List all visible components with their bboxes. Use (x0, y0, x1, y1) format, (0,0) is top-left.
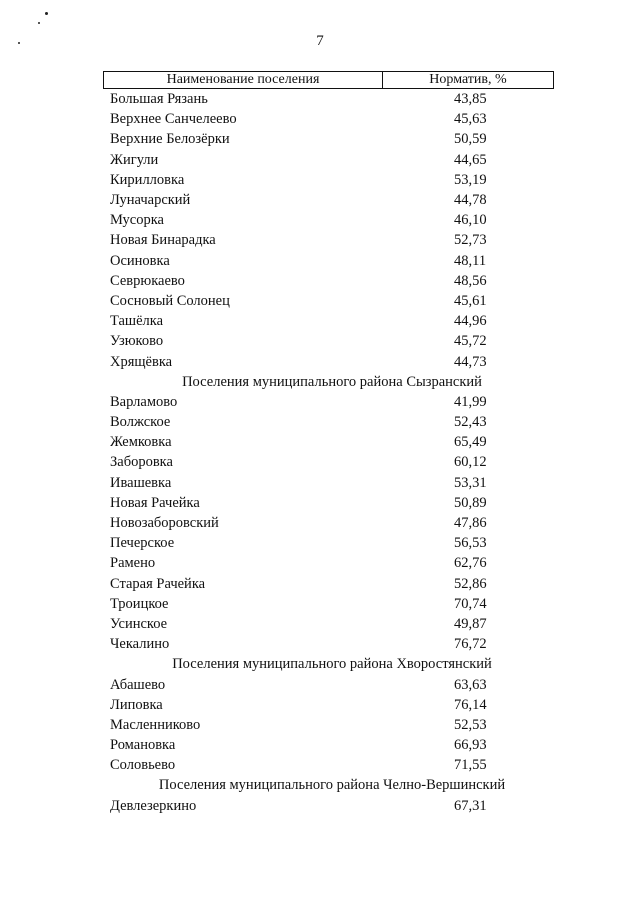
settlement-name: Луначарский (110, 192, 191, 209)
scan-speck (38, 22, 40, 24)
header-settlement-name: Наименование поселения (104, 72, 383, 88)
section-heading: Поселения муниципального района Сызранский (182, 373, 482, 390)
settlement-name: Узюково (110, 333, 164, 350)
settlement-name: Масленниково (110, 716, 201, 733)
norm-value: 43,85 (454, 91, 487, 108)
norm-value: 53,31 (454, 474, 487, 491)
section-heading: Поселения муниципального района Хворостянский (172, 656, 492, 673)
norm-value: 52,73 (454, 232, 487, 249)
table-row (110, 271, 554, 291)
settlement-name: Осиновка (110, 252, 170, 269)
settlement-name: Верхние Белозёрки (110, 131, 230, 148)
settlement-name: Ивашевка (110, 474, 172, 491)
table-row (110, 311, 554, 331)
norm-value: 47,86 (454, 515, 487, 532)
table-row (110, 452, 554, 472)
table-row (110, 513, 554, 533)
settlement-name: Печерское (110, 535, 175, 552)
norm-value: 66,93 (454, 737, 487, 754)
settlement-name: Жемковка (110, 434, 172, 451)
settlement-name: Рамено (110, 555, 156, 572)
settlement-name: Чекалино (110, 636, 170, 653)
norm-value: 45,72 (454, 333, 487, 350)
norm-value: 44,78 (454, 192, 487, 209)
table-row (110, 150, 554, 170)
settlement-name: Сосновый Солонец (110, 292, 230, 309)
norm-value: 45,61 (454, 292, 487, 309)
norm-value: 48,11 (454, 252, 487, 269)
settlement-name: Большая Рязань (110, 91, 208, 108)
settlement-name: Варламово (110, 393, 178, 410)
norm-value: 52,43 (454, 414, 487, 431)
scan-speck (45, 12, 48, 15)
table-row (110, 674, 554, 694)
settlement-name: Девлезеркино (110, 797, 197, 814)
norm-value: 50,59 (454, 131, 487, 148)
norm-value: 45,63 (454, 111, 487, 128)
norm-value: 76,14 (454, 696, 487, 713)
settlement-name: Липовка (110, 696, 163, 713)
norm-value: 44,96 (454, 313, 487, 330)
settlement-name: Новая Рачейка (110, 494, 200, 511)
settlement-name: Севрюкаево (110, 272, 185, 289)
settlement-name: Верхнее Санчелеево (110, 111, 237, 128)
settlement-name: Хрящёвка (110, 353, 173, 370)
table-row (110, 735, 554, 755)
table-row (110, 331, 554, 351)
norm-value: 53,19 (454, 171, 487, 188)
table-row (110, 493, 554, 513)
table-header (103, 71, 554, 89)
norm-value: 76,72 (454, 636, 487, 653)
table-row (110, 533, 554, 553)
table-row (110, 89, 554, 109)
table-row (110, 574, 554, 594)
norm-value: 65,49 (454, 434, 487, 451)
norm-value: 52,53 (454, 716, 487, 733)
page-number: 7 (316, 33, 324, 49)
table-row (110, 432, 554, 452)
table-row (110, 170, 554, 190)
norm-value: 41,99 (454, 393, 487, 410)
table-body (110, 89, 554, 816)
norm-value: 60,12 (454, 454, 487, 471)
table-row (110, 634, 554, 654)
norm-value: 44,73 (454, 353, 487, 370)
table-row (110, 695, 554, 715)
settlement-name: Новая Бинарадка (110, 232, 216, 249)
table-row (110, 291, 554, 311)
norm-value: 56,53 (454, 535, 487, 552)
table-row (110, 392, 554, 412)
norm-value: 62,76 (454, 555, 487, 572)
table-row (110, 210, 554, 230)
table-row (110, 614, 554, 634)
norm-value: 63,63 (454, 676, 487, 693)
table-row (110, 129, 554, 149)
table-row (110, 351, 554, 371)
norm-value: 49,87 (454, 615, 487, 632)
table-row (110, 715, 554, 735)
norm-value: 67,31 (454, 797, 487, 814)
settlement-name: Соловьево (110, 757, 176, 774)
table-row (110, 796, 554, 816)
settlement-name: Жигули (110, 151, 159, 168)
table-row (110, 594, 554, 614)
norm-value: 52,86 (454, 575, 487, 592)
table-row (110, 190, 554, 210)
norm-value: 70,74 (454, 595, 487, 612)
norm-value: 48,56 (454, 272, 487, 289)
table-row (110, 553, 554, 573)
section-heading: Поселения муниципального района Челно-Вершинский (158, 777, 506, 794)
settlement-name: Волжское (110, 414, 171, 431)
table-row (110, 755, 554, 775)
norm-value: 50,89 (454, 494, 487, 511)
table-row (110, 230, 554, 250)
table-row (110, 473, 554, 493)
settlement-name: Ташёлка (110, 313, 164, 330)
norm-value: 71,55 (454, 757, 487, 774)
settlement-name: Кирилловка (110, 171, 185, 188)
settlement-name: Абашево (110, 676, 166, 693)
table-row (110, 109, 554, 129)
settlement-name: Новозаборовский (110, 515, 219, 532)
settlement-name: Троицкое (110, 595, 169, 612)
header-norm-percent: Норматив, % (429, 72, 507, 87)
settlement-name: Заборовка (110, 454, 173, 471)
settlement-name: Старая Рачейка (110, 575, 206, 592)
norm-value: 44,65 (454, 151, 487, 168)
settlement-name: Усинское (110, 615, 168, 632)
table-row (110, 251, 554, 271)
norm-value: 46,10 (454, 212, 487, 229)
settlement-name: Романовка (110, 737, 176, 754)
settlement-name: Мусорка (110, 212, 164, 229)
table-row (110, 412, 554, 432)
